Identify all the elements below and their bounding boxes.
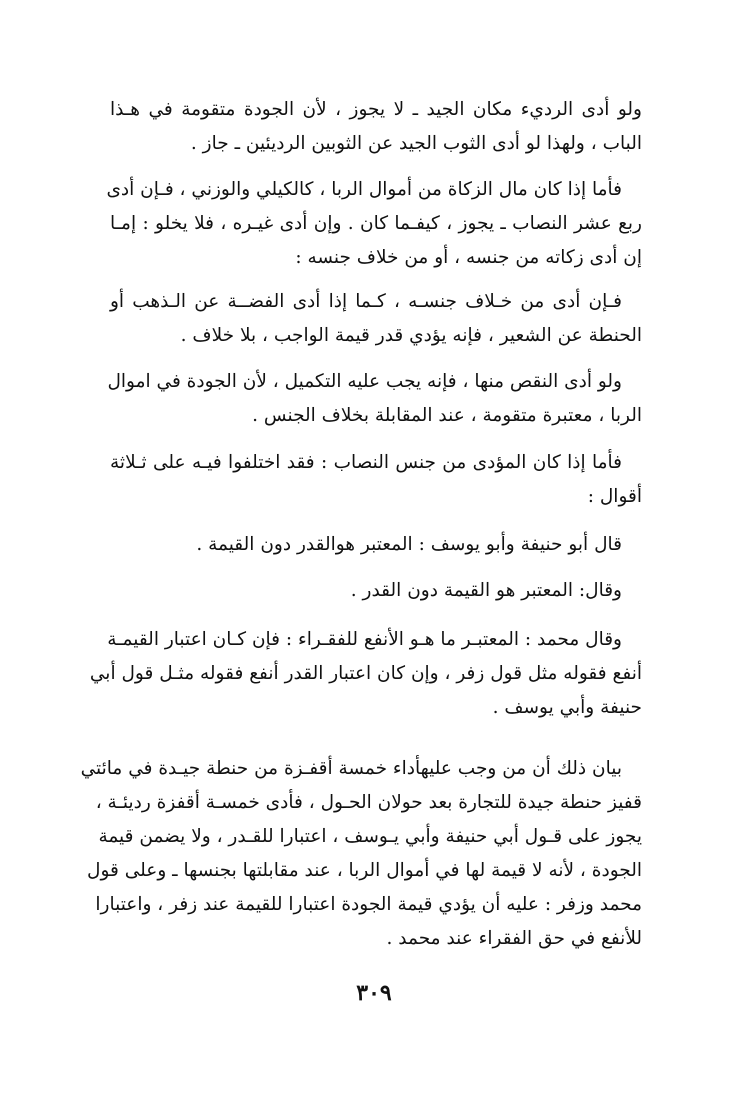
paragraph-5 <box>110 446 642 514</box>
text-line: فأما إذا كان المؤدى من جنس النصاب : فقد اختلفوا فيـه على ثـلاثة <box>110 452 622 473</box>
paragraph-7 <box>110 574 642 608</box>
paragraph-2 <box>106 173 642 275</box>
text-line: فـإن أدى من خـلاف جنسـه ، كـما إذا أدى الفضــة عن الـذهب أو <box>110 291 622 312</box>
text-line: ولو أدى النقص منها ، فإنه يجب عليه التكميل ، لأن الجودة في اموال <box>107 371 622 392</box>
text-line: الربا ، معتبرة متقومة ، عند المقابلة بخلاف الجنس . <box>252 405 642 426</box>
text-line: قال أبو حنيفة وأبو يوسف : المعتبر هوالقدر دون القيمة . <box>196 534 622 555</box>
paragraph-6 <box>110 528 642 562</box>
text-line: ربع عشر النصاب ـ يجوز ، كيفـما كان . وإن أدى غيـره ، فلا يخلو : إمـا <box>110 213 642 234</box>
text-line: يجوز على قـول أبي حنيفة وأبي يـوسف ، اعتبارا للقـدر ، ولا يضمن قيمة <box>98 826 642 847</box>
page-number: ٣٠٩ <box>356 980 392 1006</box>
text-line: أقوال : <box>587 486 642 507</box>
paragraph-3 <box>110 285 642 353</box>
text-line: الحنطة عن الشعير ، فإنه يؤدي قدر قيمة الواجب ، بلا خلاف . <box>180 325 642 346</box>
text-line: الجودة ، لأنه لا قيمة لها في أموال الربا ، عند مقابلتها بجنسها ـ وعلى قول <box>87 860 642 881</box>
paragraph-4 <box>107 365 642 433</box>
text-line: محمد وزفر : عليه أن يؤدي قيمة الجودة اعتبارا للقيمة عند زفر ، واعتبارا <box>95 894 642 915</box>
text-line: إن أدى زكاته من جنسه ، أو من خلاف جنسه : <box>295 247 642 268</box>
paragraph-9 <box>80 752 642 956</box>
text-line: حنيفة وأبي يوسف . <box>492 697 642 718</box>
paragraph-1 <box>110 93 642 161</box>
text-line: للأنفع في حق الفقراء عند محمد . <box>386 928 642 949</box>
text-line: وقال: المعتبر هو القيمة دون القدر . <box>350 580 622 601</box>
text-line: أنفع فقوله مثل قول زفر ، وإن كان اعتبار القدر أنفع فقوله مثـل قول أبي <box>89 663 642 684</box>
text-line: وقال محمد : المعتبـر ما هـو الأنفع للفقـراء : فإن كـان اعتبار القيمـة <box>107 629 622 650</box>
text-line: فأما إذا كان مال الزكاة من أموال الربا ، كالكيلي والوزني ، فـإن أدى <box>106 179 622 200</box>
text-line: ولو أدى الرديء مكان الجيد ـ لا يجوز ، لأن الجودة متقومة في هـذا <box>110 99 642 120</box>
text-line: الباب ، ولهذا لو أدى الثوب الجيد عن الثوبين الرديئين ـ جاز . <box>190 133 642 154</box>
text-line: بيان ذلك أن من وجب عليهأداء خمسة أقفـزة من حنطة جيـدة في مائتي <box>80 758 622 779</box>
text-line: قفيز حنطة جيدة للتجارة بعد حولان الحـول ، فأدى خمسـة أقفزة رديئـة ، <box>95 792 642 813</box>
paragraph-8 <box>89 623 642 725</box>
